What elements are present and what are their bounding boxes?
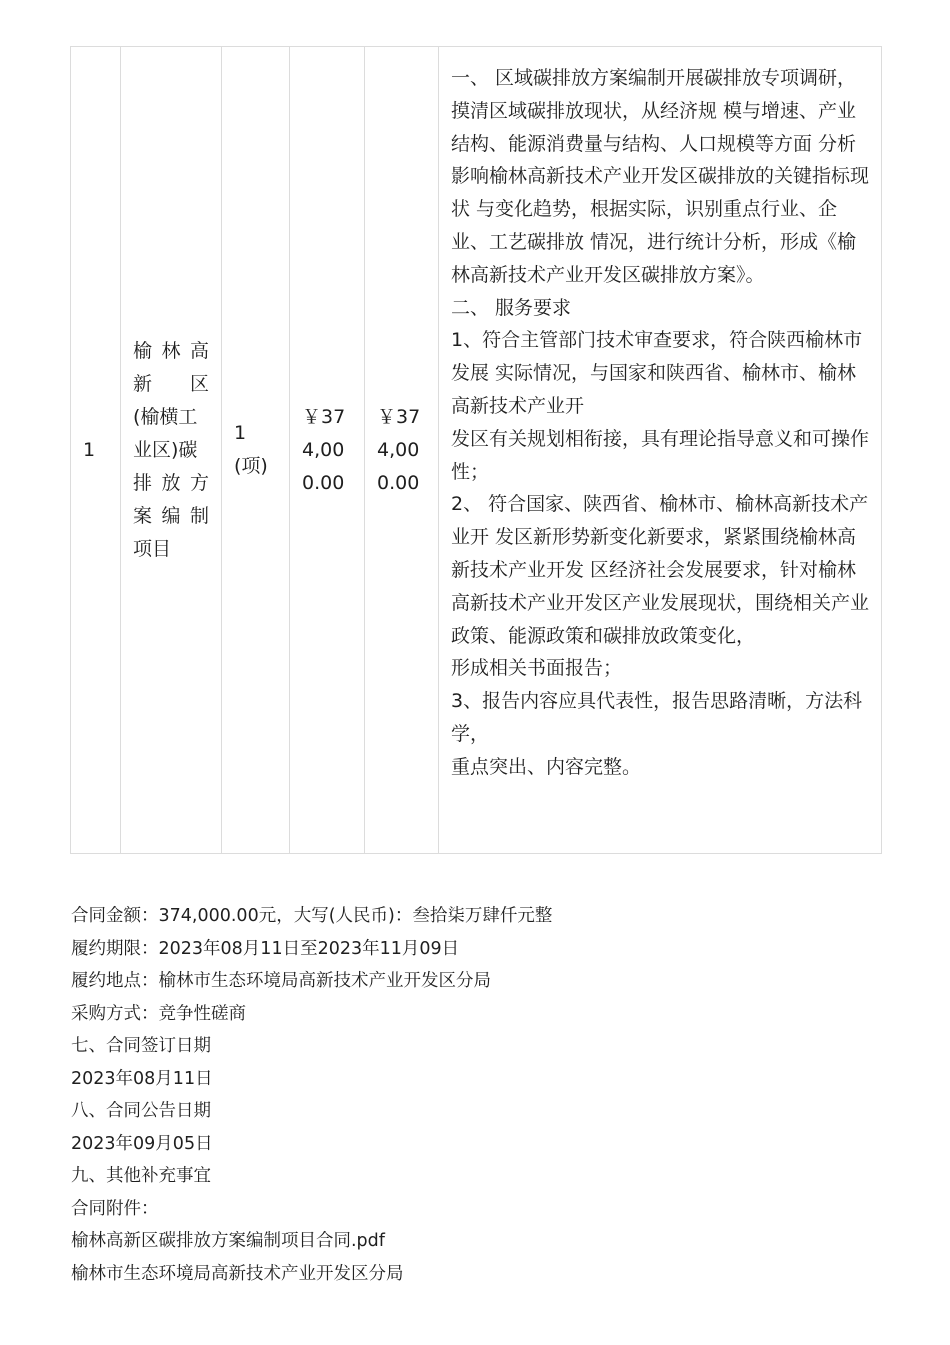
item-quantity <box>222 47 290 854</box>
description-paragraph: 二、 服务要求 <box>451 296 572 319</box>
sign-date: 2023年08月11日 <box>71 1068 213 1089</box>
description-paragraph: 1、符合主管部门技术审查要求，符合陕西榆林市发展 实际情况，与国家和陕西省、榆林市、榆林高新技术产业开 <box>451 329 863 417</box>
unit-price-line: 4,00 <box>302 438 345 461</box>
total-price-line: 4,00 <box>377 438 420 461</box>
total-price-line: 0.00 <box>377 471 420 494</box>
item-name-line: (榆横工 <box>133 405 198 428</box>
table-row <box>71 47 882 854</box>
contract-items-table <box>70 46 882 854</box>
unit-price-line: ￥37 <box>302 405 346 428</box>
unit-price-line: 0.00 <box>302 471 345 494</box>
contract-amount: 合同金额：374,000.00元，大写(人民币)：叁拾柒万肆仟元整 <box>71 906 553 926</box>
announce-date: 2023年09月05日 <box>71 1133 213 1154</box>
item-name-line: 项目 <box>133 537 172 560</box>
description-paragraph: 3、报告内容应具代表性，报告思路清晰，方法科学， <box>451 690 863 745</box>
item-name <box>121 47 222 854</box>
item-name-line: 排放方 <box>133 471 209 494</box>
sign-date-heading: 七、合同签订日期 <box>71 1036 211 1056</box>
item-name-line: 业区)碳 <box>133 438 198 461</box>
total-price <box>365 47 439 854</box>
description-paragraph: 2、 符合国家、陕西省、榆林市、榆林高新技术产业开 发区新形势新变化新要求，紧紧围绕榆林高新技术产业开发 区经济社会发展要求，针对榆林高新技术产业开发区产业发展现状，围绕相关产业政策、能源政策和碳排放政策变化， <box>451 493 870 647</box>
item-name-line: 案编制 <box>133 504 209 527</box>
description-paragraph: 重点突出、内容完整。 <box>451 755 642 778</box>
item-name-line: 新 区 <box>133 372 209 395</box>
quantity-line: 1 <box>234 422 247 444</box>
description-paragraph: 一、 区域碳排放方案编制开展碳排放专项调研，摸清区域碳排放现状，从经济规 模与增速、产业结构、能源消费量与结构、人口规模等方面 分析影响榆林高新技术产业开发区碳排放的关键指标现状 与变化趋势，根据实际，识别重点行业、企业、工艺碳排放 情况，进行统计分析，形成《榆林高新技术产业开发区碳排放方案》。 <box>451 67 870 286</box>
attachment-label: 合同附件： <box>71 1198 159 1219</box>
description-paragraph: 形成相关书面报告； <box>451 657 623 680</box>
contract-info <box>71 900 552 1290</box>
organization-name: 榆林市生态环境局高新技术产业开发区分局 <box>71 1263 404 1284</box>
contract-period: 履约期限：2023年08月11日至2023年11月09日 <box>71 938 460 959</box>
row-index: 1 <box>71 47 121 854</box>
quantity-line: (项) <box>234 455 268 477</box>
attachment-file-link[interactable]: 榆林高新区碳排放方案编制项目合同.pdf <box>71 1231 385 1251</box>
contract-location: 履约地点：榆林市生态环境局高新技术产业开发区分局 <box>71 971 491 991</box>
unit-price <box>290 47 365 854</box>
description-paragraph: 发区有关规划相衔接，具有理论指导意义和可操作性； <box>451 427 870 483</box>
item-description <box>439 47 882 854</box>
other-matters-heading: 九、其他补充事宜 <box>71 1166 211 1186</box>
total-price-line: ￥37 <box>377 405 421 428</box>
procurement-method: 采购方式：竞争性磋商 <box>71 1003 246 1024</box>
item-name-line: 榆林高 <box>133 339 209 362</box>
announce-date-heading: 八、合同公告日期 <box>71 1101 211 1121</box>
